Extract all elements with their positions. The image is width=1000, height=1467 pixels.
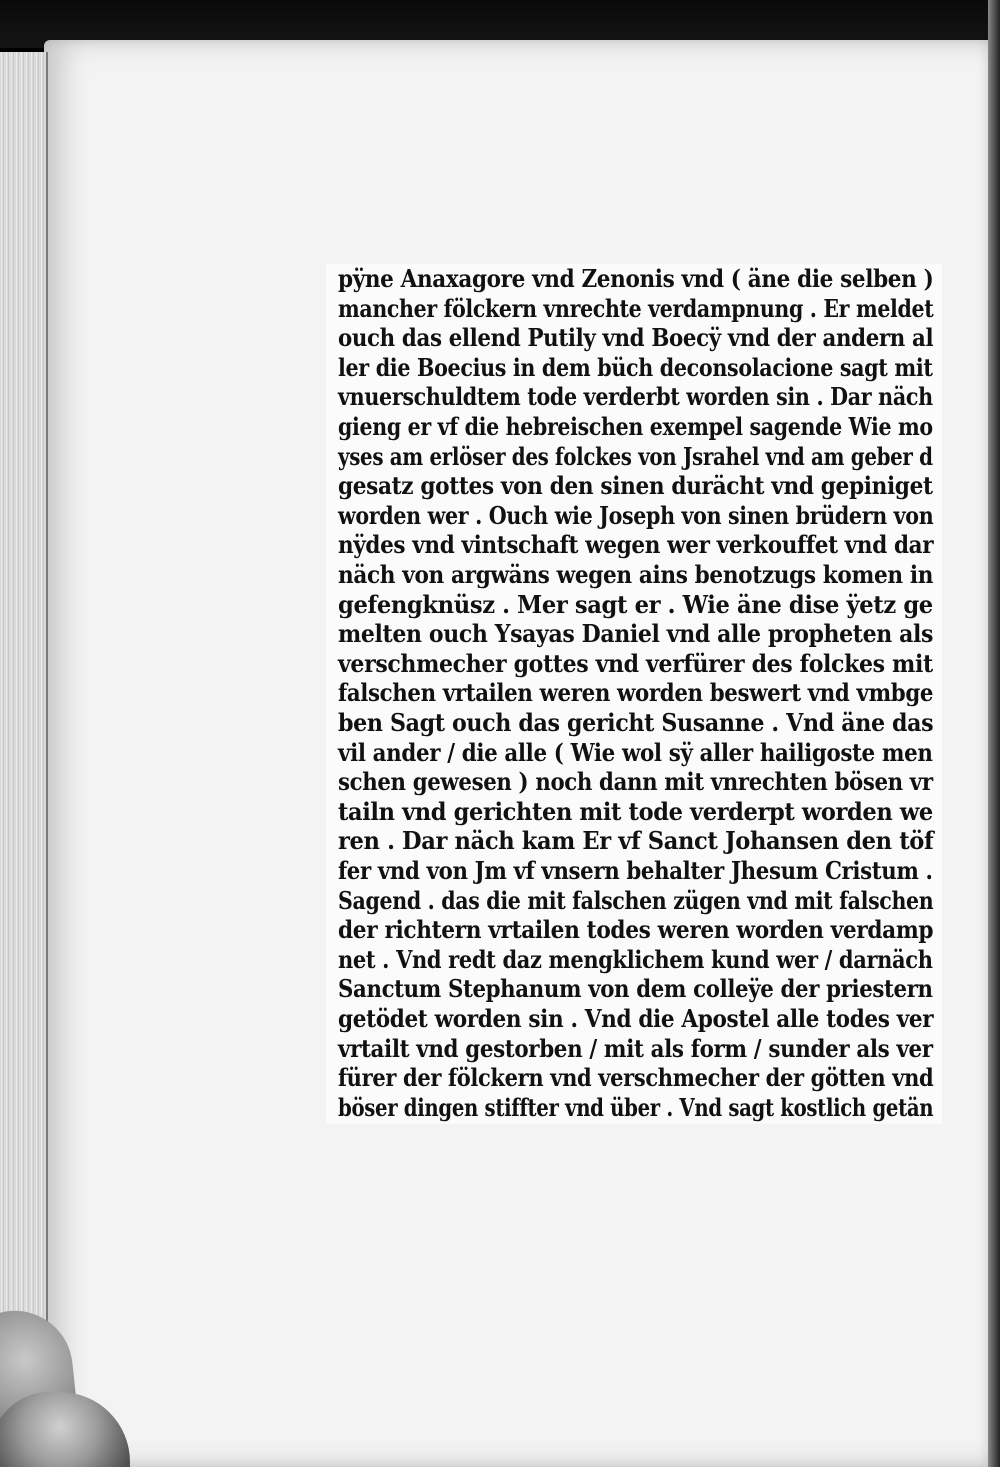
text-line: tailn vnd gerichten mit tode verderpt worden we [338,796,933,826]
text-line: gesatz gottes von den sinen durächt vnd gepiniget [338,471,933,501]
text-line: fer vnd von Jm vf vnsern behalter Jhesum Cristum . [338,856,933,885]
scan-background-right [988,0,1000,1467]
text-line: böser dingen stiffter vnd über . Vnd sagt kostlich getän [338,1092,934,1122]
text-line: Sanctum Stephanum von dem colleÿe der priestern [338,974,933,1004]
book-page [44,40,990,1467]
text-line: vnuerschuldtem tode verderbt worden sin . Dar näch [338,382,933,412]
text-line: verschmecher gottes vnd verfürer des folckes mit [338,648,933,678]
text-line: melten ouch Ysayas Daniel vnd alle propheten als [338,619,934,649]
text-line: ler die Boecius in dem büch deconsolacione sagt mit [338,352,933,382]
text-line: Sagend . das die mit falschen zügen vnd mit falschen [338,885,934,915]
text-line: yses am erlöser des folckes von Jsrahel vnd am geber d [338,441,933,471]
text-line: vrtailt vnd gestorben / mit als form / sunder als ver [338,1033,933,1063]
text-block [326,264,942,1124]
text-line: ren . Dar näch kam Er vf Sanct Johansen den töf [338,826,934,856]
text-line: gieng er vf die hebreischen exempel sagende Wie mo [338,412,933,441]
text-line: ben Sagt ouch das gericht Susanne . Vnd äne das [338,708,934,737]
text-line: pÿne Anaxagore vnd Zenonis vnd ( äne die selben ) [338,264,934,293]
page-edges [0,52,48,1452]
text-line: getödet worden sin . Vnd die Apostel alle todes ver [338,1004,934,1033]
text-line: worden wer . Ouch wie Joseph von sinen brüdern von [338,500,934,530]
text-line: nÿdes vnd vintschaft wegen wer verkouffet vnd dar [338,530,934,560]
text-line: ouch das ellend Putily vnd Boecÿ vnd der andern al [338,323,934,353]
text-line: vil ander / die alle ( Wie wol sÿ aller hailigoste men [338,737,933,767]
text-line: mancher fölckern vnrechte verdampnung . Er meldet [338,293,934,323]
text-line: fürer der fölckern vnd verschmecher der götten vnd [338,1063,934,1093]
text-line: net . Vnd redt daz mengklichem kund wer / darnäch [338,944,933,974]
text-line: gefengknüsz . Mer sagt er . Wie äne dise ÿetz ge [338,589,933,619]
text-line: falschen vrtailen weren worden beswert vnd vmbge [338,678,934,708]
text-line: der richtern vrtailen todes weren worden verdamp [338,915,934,945]
text-line: schen gewesen ) noch dann mit vnrechten bösen vr [338,767,933,797]
text-line: näch von argwäns wegen ains benotzugs komen in [338,560,934,589]
